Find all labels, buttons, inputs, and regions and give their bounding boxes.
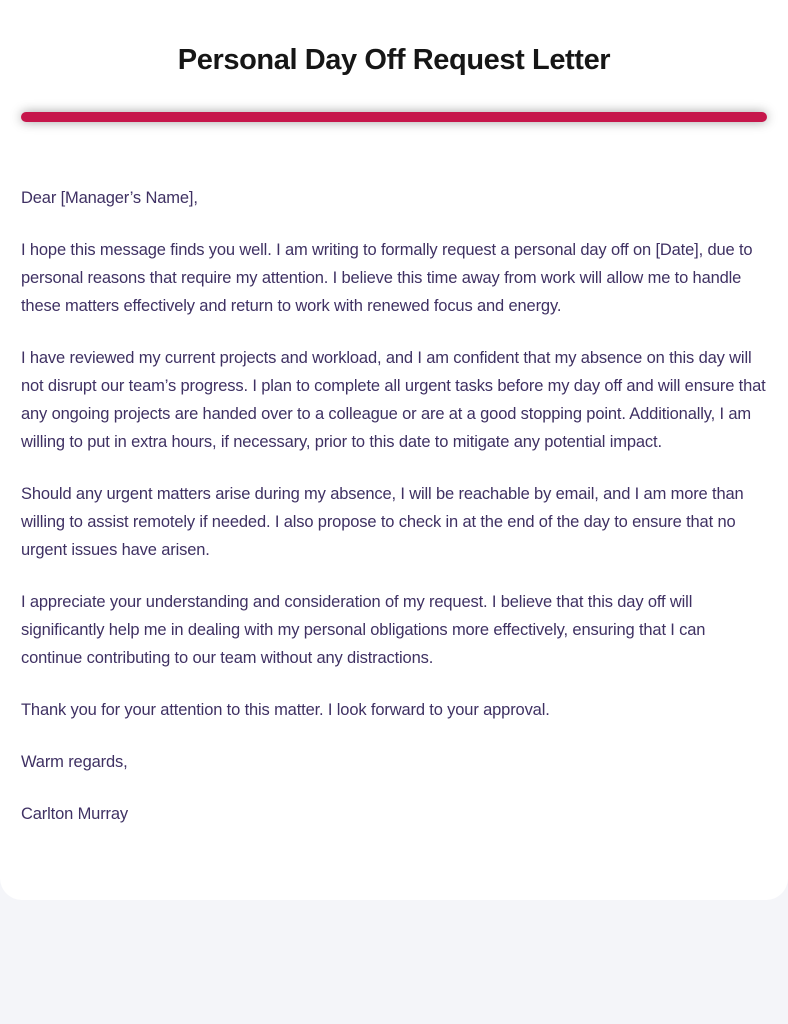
paragraph-text: Should any urgent matters arise during my absence, I will be reachable by email, and I am more than willing to assist remotely if needed. I also propose to check in at the end of the day to ensure that no urgent issues have arisen. <box>21 485 744 559</box>
signature-text: Carlton Murray <box>21 805 129 823</box>
paragraph-text: I appreciate your understanding and consideration of my request. I believe that this day off will significantly help me in dealing with my personal obligations more effectively, ensuring that I can continue contributing to our team without any distractions. <box>21 593 706 667</box>
title-divider <box>21 112 767 122</box>
paragraph-text: Thank you for your attention to this matter. I look forward to your approval. <box>21 701 550 719</box>
page-title: Personal Day Off Request Letter <box>177 44 611 76</box>
salutation-text: Dear [Manager’s Name], <box>21 189 198 207</box>
closing-text: Warm regards, <box>21 753 128 771</box>
paragraph-text: I have reviewed my current projects and workload, and I am confident that my absence on this day will not disrupt our team’s progress. I plan to complete all urgent tasks before my day off and will ensure that any ongoing projects are handed over to a colleague or are at a good stopping point. Additionally, I am willing to put in extra hours, if necessary, prior to this date to mitigate any potential impact. <box>21 349 766 451</box>
paragraph-text: I hope this message finds you well. I am writing to formally request a personal day off on [Date], due to personal reasons that require my attention. I believe this time away from work will allow me to handle these matters effectively and return to work with renewed focus and energy. <box>21 241 753 315</box>
letter-body <box>21 184 767 828</box>
